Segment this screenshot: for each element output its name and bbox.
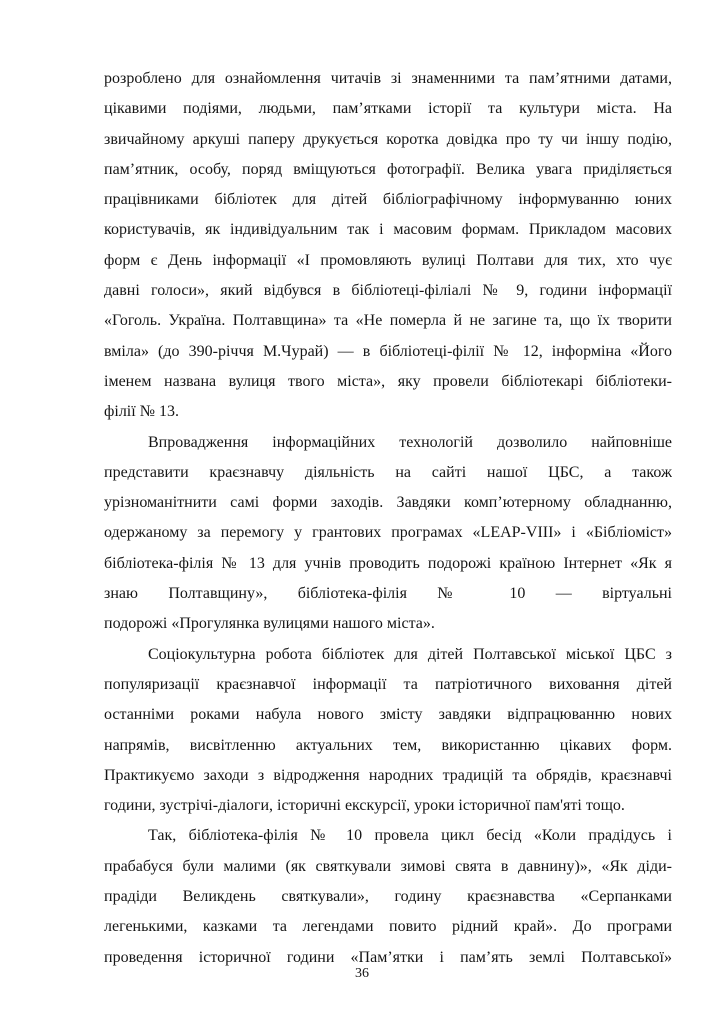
text-line: представити краєзнавчу діяльність на сайті нашої ЦБС, а також [104,463,672,481]
text-line: Соціокультурна робота бібліотек для дітей Полтавської міської ЦБС з [148,645,672,663]
text-line: Впровадження інформаційних технологій дозволило найповніше [148,433,672,451]
text-line: легенькими, казками та легендами повито рідний край». До програми [104,918,672,936]
paragraph [104,428,672,640]
text-line: «Гоголь. Україна. Полтавщина» та «Не померла й не загине та, що їх творити [104,312,672,330]
paragraph [104,64,672,428]
text-line: останніми роками набула нового змісту завдяки відпрацюванню нових [104,706,672,724]
text-line: цікавими подіями, людьми, пам’ятками історії та культури міста. На [104,100,672,118]
text-line: подорожі «Прогулянка вулицями нашого міста». [104,615,435,633]
page-number: 36 [355,966,369,981]
text-line: години, зустрічі-діалоги, історичні екскурсії, уроки історичної пам'яті тощо. [104,797,625,815]
text-line: знаю Полтавщину», бібліотека-філія № 10 — віртуальні [104,585,672,603]
text-line: Так, бібліотека-філія № 10 провела цикл бесід «Коли прадідусь і [148,827,672,845]
text-line: давні голоси», який відбувся в бібліотеці-філіалі № 9, години інформації [104,282,672,300]
text-line: популяризації краєзнавчої інформації та патріотичного виховання дітей [104,675,672,693]
text-line: проведення історичної години «Пам’ятки і пам’ять землі Полтавської» [104,948,672,966]
text-line: напрямів, висвітленню актуальних тем, використанню цікавих форм. [104,736,672,754]
text-line: іменем названа вулиця твого міста», яку провели бібліотекарі бібліотеки- [104,372,672,390]
text-line: прадіди Великдень святкували», годину краєзнавства «Серпанками [104,888,672,906]
text-line: працівниками бібліотек для дітей бібліографічному інформуванню юних [104,191,672,209]
text-line: Практикуємо заходи з відродження народних традицій та обрядів, краєзнавчі [104,766,672,784]
text-line: прабабуся були малими (як святкували зимові свята в давнину)», «Як діди- [104,857,672,875]
text-line: філії № 13. [104,403,179,421]
text-line: вміла» (до 390-річчя М.Чурай) — в бібліотеці-філії № 12, інформіна «Його [104,342,672,360]
text-line: урізноманітнити самі форми заходів. Завдяки комп’ютерному обладнанню, [104,494,672,512]
text-line: користувачів, як індивідуальним так і масовим формам. Прикладом масових [104,221,672,239]
text-line: бібліотека-філія № 13 для учнів проводить подорожі країною Інтернет «Як я [104,554,672,572]
text-line: розроблено для ознайомлення читачів зі знаменними та пам’ятними датами, [104,70,672,87]
text-line: одержаному за перемогу у грантових програмах «LEAP-VIII» і «Бібліоміст» [104,524,672,542]
paragraph [104,821,672,972]
text-line: звичайному аркуші паперу друкується коротка довідка про ту чи іншу подію, [104,130,672,148]
body-text [104,64,672,973]
paragraph [104,640,672,822]
text-line: пам’ятник, особу, поряд вміщуються фотографії. Велика увага приділяється [104,160,672,178]
text-line: форм є День інформації «І промовляють вулиці Полтави для тих, хто чує [104,251,672,269]
